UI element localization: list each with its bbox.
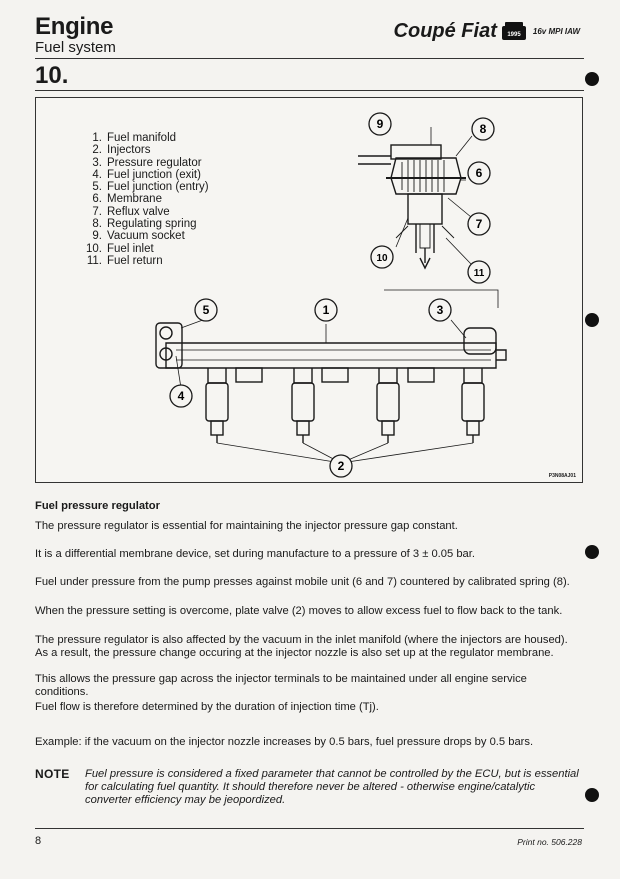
figure-code: P3N08AJ01 [548, 473, 576, 479]
legend-number: 10. [86, 242, 102, 255]
legend-label: Injectors [107, 144, 151, 157]
legend-label: Pressure regulator [107, 156, 202, 169]
callout-7 [468, 213, 490, 235]
legend-label: Fuel return [107, 254, 163, 267]
paragraph-8: Example: if the vacuum on the injector nozzle increases by 0.5 bars, fuel pressure drops by 0.5 bars. [35, 736, 534, 748]
legend-label: Fuel inlet [107, 242, 154, 255]
vacuum-socket-tube [391, 145, 441, 159]
paragraph-5: The pressure regulator is also affected by the vacuum in the inlet manifold (where the injectors are housed). As a result, the pressure change occuring at the injector nozzle is also set up at the regulator membrane. [35, 634, 568, 659]
fuel-manifold-drawing [36, 98, 584, 484]
legend-label: Reflux valve [107, 205, 170, 218]
callout-8 [472, 118, 494, 140]
chapter-number: 10. [35, 62, 69, 89]
punch-hole-icon [585, 313, 599, 327]
svg-text:8: 8 [479, 122, 487, 136]
legend-number: 2. [92, 144, 102, 157]
paragraph-3: Fuel under pressure from the pump presses against mobile unit (6 and 7) countered by calibrated spring (8). [35, 576, 570, 588]
header-rule [35, 58, 584, 59]
callout-9 [369, 113, 391, 135]
note-text: Fuel pressure is considered a fixed parameter that cannot be controlled by the ECU, but is essential for calculating fuel quantity. It should therefore never be altered - otherwise engine/catalytic converter efficiency may be jeopordized. [85, 768, 579, 806]
svg-text:11: 11 [473, 268, 485, 279]
callout-1 [315, 299, 337, 321]
paragraph-6: This allows the pressure gap across the injector terminals to be maintained under all engine service conditions. [35, 673, 527, 698]
print-number: Print no. 506.228 [517, 837, 582, 847]
header-right [394, 20, 580, 43]
svg-text:5: 5 [202, 303, 210, 317]
note-label: NOTE [35, 767, 70, 781]
svg-text:1: 1 [322, 303, 330, 317]
chapter-rule [35, 90, 584, 91]
callout-markers [170, 113, 494, 477]
footer-rule [35, 828, 584, 829]
legend-label: Fuel manifold [107, 132, 177, 144]
punch-hole-icon [585, 788, 599, 802]
section-title: Engine [35, 13, 114, 40]
note-block [35, 768, 583, 807]
fuel-system-figure [35, 97, 583, 483]
paragraph-7: Fuel flow is therefore determined by the duration of injection time (Tj). [35, 701, 379, 713]
paragraph-1: The pressure regulator is essential for maintaining the injector pressure gap constant. [35, 520, 458, 532]
svg-text:3: 3 [436, 303, 444, 317]
legend-number: 6. [92, 193, 102, 206]
legend-number: 11. [86, 254, 102, 267]
legend-label: Fuel junction (exit) [107, 168, 201, 181]
callout-2 [330, 455, 352, 477]
legend-label: Vacuum socket [107, 230, 185, 243]
section-heading: Fuel pressure regulator [35, 500, 160, 512]
regulator-body [408, 194, 442, 224]
legend-number: 1. [92, 132, 102, 144]
punch-hole-icon [585, 545, 599, 559]
punch-hole-icon [585, 72, 599, 86]
injector-group [206, 368, 484, 443]
fiat-logo-icon [501, 21, 527, 43]
paragraph-2: It is a differential membrane device, set during manufacture to a pressure of 3 ± 0.05 bar. [35, 548, 475, 560]
callout-4 [170, 385, 192, 407]
svg-text:1995: 1995 [507, 31, 521, 38]
header-left [35, 14, 116, 56]
fuel-rail-body [166, 343, 496, 368]
regulating-spring [402, 160, 444, 192]
subsection-title: Fuel system [35, 39, 116, 56]
legend-number: 7. [92, 205, 102, 218]
legend-number: 4. [92, 168, 102, 181]
svg-text:4: 4 [177, 389, 185, 403]
svg-text:10: 10 [376, 253, 388, 264]
legend-label: Fuel junction (entry) [107, 181, 209, 194]
callout-11 [468, 261, 490, 283]
paragraph-4: When the pressure setting is overcome, plate valve (2) moves to allow excess fuel to flow back to the tank. [35, 605, 563, 617]
model-label: 16v MPI IAW [532, 27, 580, 36]
legend-number: 3. [92, 156, 102, 169]
fuel-return-arrow [420, 248, 430, 268]
callout-10 [371, 246, 393, 268]
callout-3 [429, 299, 451, 321]
svg-text:7: 7 [475, 217, 483, 231]
legend-number: 5. [92, 181, 102, 194]
svg-text:2: 2 [337, 459, 345, 473]
callout-5 [195, 299, 217, 321]
legend-number: 8. [92, 218, 102, 231]
legend-number: 9. [92, 230, 102, 243]
callout-6 [468, 162, 490, 184]
page-number: 8 [35, 835, 42, 847]
svg-text:9: 9 [376, 117, 384, 131]
legend-label: Membrane [107, 193, 162, 206]
svg-text:6: 6 [475, 166, 483, 180]
fuel-junction-block [156, 323, 182, 368]
brand-name: Coupé Fiat [393, 20, 497, 42]
legend-label: Regulating spring [107, 218, 197, 231]
